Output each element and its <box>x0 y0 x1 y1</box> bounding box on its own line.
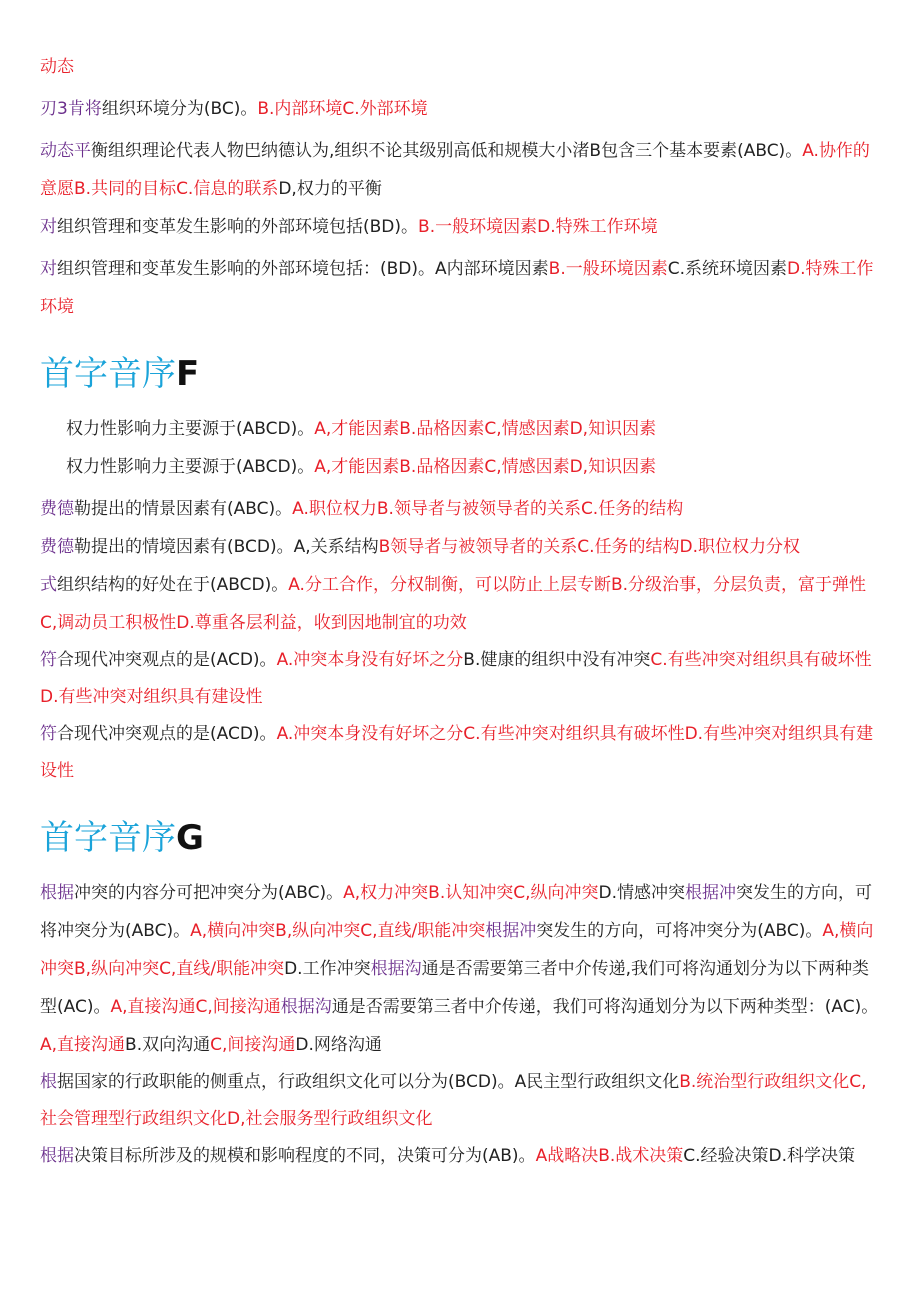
text-segment: 动态平 <box>40 141 91 161</box>
text-segment: D.情感冲突 <box>598 883 686 903</box>
text-segment: 通是否需要第三者中介传递,我们可将沟通划分为以下两种类型(AC)。 <box>40 959 869 1017</box>
text-segment: A,横向冲突B,纵向冲突C,直线/职能冲突 <box>40 921 874 979</box>
text-segment: 费德 <box>40 499 74 519</box>
text-segment: 根据 <box>40 883 74 903</box>
text-segment: 突发生的方向，可将冲突分为(ABC)。 <box>40 883 873 941</box>
text-segment: 根 <box>40 1072 57 1092</box>
text-segment: 决策目标所涉及的规模和影响程度的不同，决策可分为(AB)。 <box>74 1146 536 1166</box>
text-segment: D.网络沟通 <box>295 1035 382 1055</box>
text-segment: 动态 <box>40 57 74 77</box>
text-segment: B.内部环境C.外部环境 <box>257 99 428 119</box>
text-segment: 组织环境分为(BC)。 <box>101 99 258 119</box>
text-segment: A战略决B.战术决策 <box>535 1146 684 1166</box>
paragraph <box>40 48 882 86</box>
text-segment: 合现代冲突观点的是(ACD)。 <box>57 650 277 670</box>
text-segment: 根据冲 <box>485 921 537 941</box>
text-segment: 符 <box>40 650 57 670</box>
text-segment: D.工作冲突 <box>284 959 371 979</box>
text-segment: D.特殊工作环境 <box>40 259 874 317</box>
text-segment: 据国家的行政职能的侧重点，行政组织文化可以分为(BCD)。A民主型行政组织文化 <box>57 1072 680 1092</box>
text-segment: 式 <box>40 575 57 595</box>
text-segment: 费德 <box>40 537 74 557</box>
text-segment: C.有些冲突对组织具有破坏性D.有些冲突对组织具有建设性 <box>40 650 872 707</box>
text-segment: B.一般环境因素 <box>548 259 668 279</box>
text-segment: 组织管理和变革发生影响的外部环境包括：(BD)。A内部环境因素 <box>57 259 549 279</box>
paragraph <box>40 716 882 790</box>
text-segment: B.健康的组织中没有冲突 <box>463 650 651 670</box>
heading-text: 首字音序 <box>40 354 176 394</box>
text-segment: 组织结构的好处在于(ABCD)。 <box>57 575 289 595</box>
text-segment: C,间接沟通 <box>210 1035 296 1055</box>
text-segment: 衡组织理论代表人物巴纳德认为,组织不论其级别高低和规模大小渚B包含三个基本要素(ABC)。 <box>91 141 803 161</box>
text-segment: A,直接沟通 <box>40 1035 126 1055</box>
paragraph <box>40 642 882 716</box>
text-segment: A.冲突本身没有好坏之分 <box>276 650 464 670</box>
paragraph <box>40 208 882 246</box>
paragraph <box>40 448 882 486</box>
paragraph <box>40 528 882 566</box>
paragraph <box>40 874 882 1064</box>
section-heading-g <box>40 816 882 860</box>
text-segment: 突发生的方向，可将冲突分为(ABC)。 <box>536 921 823 941</box>
heading-text: 首字音序 <box>40 818 176 858</box>
text-segment: 对 <box>40 259 57 279</box>
heading-letter: F <box>176 354 200 394</box>
text-segment: 根据 <box>40 1146 74 1166</box>
text-segment: B.统治型行政组织文化C,社会管理型行政组织文化D,社会服务型行政组织文化 <box>40 1072 867 1129</box>
text-segment: A,权力冲突B.认知冲突C,纵向冲突 <box>343 883 599 903</box>
paragraph <box>40 1138 882 1175</box>
text-segment: 勒提出的情景因素有(ABC)。 <box>74 499 293 519</box>
text-segment: A,直接沟通C,间接沟通 <box>110 997 281 1017</box>
text-segment: A,横向冲突B,纵向冲突C,直线/职能冲突 <box>190 921 486 941</box>
text-segment: 权力性影响力主要源于(ABCD)。 <box>66 419 315 439</box>
text-segment: 权力性影响力主要源于(ABCD)。 <box>66 457 315 477</box>
text-segment: C.系统环境因素 <box>667 259 788 279</box>
text-segment: 根据沟 <box>370 959 422 979</box>
text-segment: 根据冲 <box>685 883 737 903</box>
text-segment: D,权力的平衡 <box>278 179 382 199</box>
text-segment: 对 <box>40 217 57 237</box>
paragraph <box>40 490 882 528</box>
text-segment: A,才能因素B.品格因素C,情感因素D,知识因素 <box>314 419 657 439</box>
text-segment: 根据沟 <box>280 997 332 1017</box>
section-heading-f <box>40 352 882 396</box>
text-segment: 符 <box>40 724 57 744</box>
paragraph <box>40 1064 882 1138</box>
text-segment: B领导者与被领导者的关系C.任务的结构D.职位权力分权 <box>378 537 801 557</box>
text-segment: A.协作的意愿B.共同的目标C.信息的联系 <box>40 141 870 199</box>
heading-letter: G <box>176 818 204 858</box>
text-segment: A,才能因素B.品格因素C,情感因素D,知识因素 <box>314 457 657 477</box>
text-segment: A.分工合作，分权制衡，可以防止上层专断B.分级治事，分层负责，富于弹性C,调动员工积极性D.尊重各层利益，收到因地制宜的功效 <box>40 575 867 633</box>
paragraph <box>40 132 882 208</box>
text-segment: 冲突的内容分可把冲突分为(ABC)。 <box>74 883 344 903</box>
paragraph <box>40 566 882 642</box>
text-segment: 合现代冲突观点的是(ACD)。 <box>57 724 277 744</box>
text-segment: B.一般环境因素D.特殊工作环境 <box>418 217 658 237</box>
paragraph <box>40 90 882 128</box>
text-segment: A.职位权力B.领导者与被领导者的关系C.任务的结构 <box>292 499 684 519</box>
text-segment: A.冲突本身没有好坏之分C.有些冲突对组织具有破坏性D.有些冲突对组织具有建设性 <box>40 724 874 781</box>
text-segment: C.经验决策D.科学决策 <box>683 1146 856 1166</box>
text-segment: 勒提出的情境因素有(BCD)。A,关系结构 <box>74 537 379 557</box>
text-segment: 组织管理和变革发生影响的外部环境包括(BD)。 <box>57 217 419 237</box>
document-page <box>40 48 882 1175</box>
text-segment: B.双向沟通 <box>125 1035 211 1055</box>
text-segment: 通是否需要第三者中介传递，我们可将沟通划分为以下两种类型：(AC)。 <box>331 997 879 1017</box>
text-segment: 刃3肯将 <box>40 99 102 119</box>
paragraph <box>40 250 882 326</box>
paragraph <box>40 410 882 448</box>
